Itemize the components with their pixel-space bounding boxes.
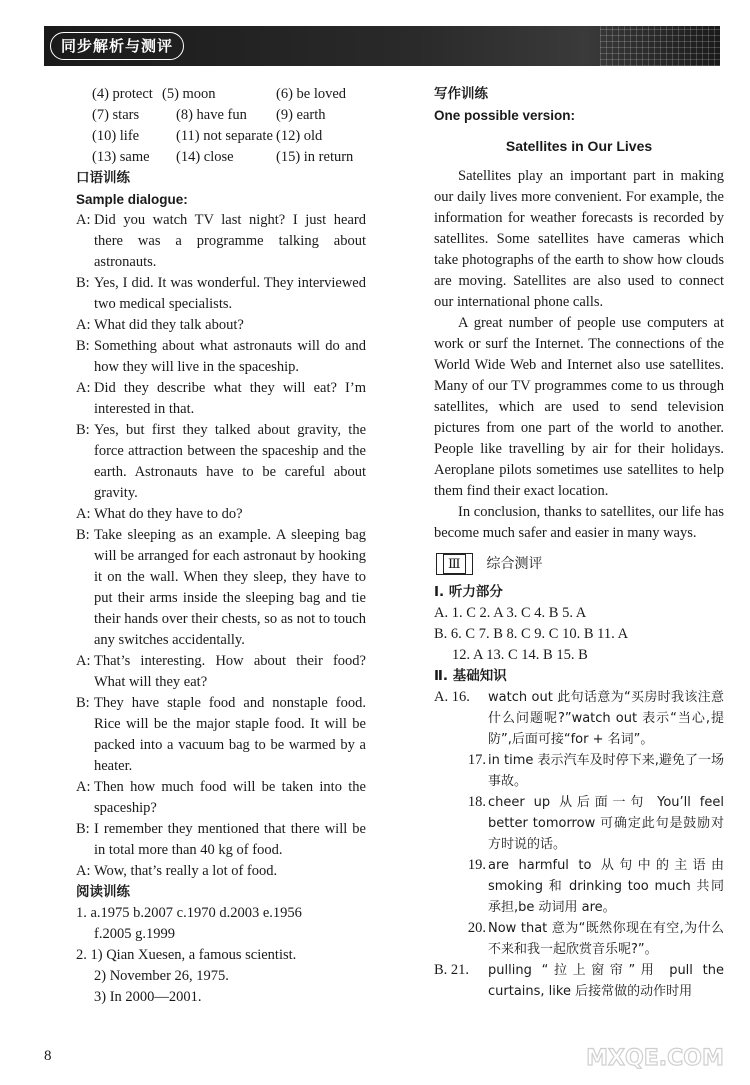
header-title: 同步解析与测评	[50, 32, 184, 60]
reading-answer: f.2005 g.1999	[94, 926, 175, 942]
listening-answers: B. 6. C 7. B 8. C 9. C 10. B 11. A	[434, 626, 629, 642]
essay-paragraph: In conclusion, thanks to satellites, our life has become much safer and easier in many ways.	[434, 504, 724, 541]
explanation-item: B. 21. pulling “拉上窗帘”用 pull the curtains, like 后接常做的动作时用	[434, 962, 724, 999]
reading-answer: 1. a.1975 b.2007 c.1970 d.2003 e.1956	[76, 905, 302, 921]
header-grid-decoration	[600, 26, 720, 66]
reading-answer: 2. 1) Qian Xuesen, a famous scientist.	[76, 947, 297, 963]
explanation-item: 19. are harmful to 从句中的主语由 smoking 和 drinking too much 共同承担,be 动词用 are。	[467, 857, 724, 915]
dialogue-line: B: Something about what astronauts will do and how they will live in the spaceship.	[76, 338, 366, 375]
listening-heading: Ⅰ. 听力部分	[434, 584, 503, 600]
reading-answer: 3) In 2000—2001.	[94, 989, 202, 1005]
essay-paragraph: A great number of people use computers at work or surf the Internet. The connections of the World Wide Web and Internet also use satellites. Many of our TV programmes come to us through satellites, which are used to send television pictures from one part of the world to another. People like travelling by air for their holidays. Aeroplane pilots sometimes use satellites to help them find their exact location.	[434, 315, 724, 499]
explanation-item: A. 16. watch out 此句话意为“买房时我该注意什么问题呢?”watch out 表示“当心,提防”,后面可接“for + 名词”。	[434, 689, 724, 747]
writing-heading: 写作训练	[434, 86, 488, 102]
left-column	[76, 84, 366, 1008]
dialogue-line: A: Then how much food will be taken into the spaceship?	[76, 779, 366, 816]
dialogue-line: A: Did you watch TV last night? I just heard there was a programme talking about astronauts.	[76, 212, 366, 270]
basics-heading: Ⅱ. 基础知识	[434, 668, 507, 684]
vocab-row: (13) same (14) close (15) in return	[92, 149, 354, 165]
section-title: 综合测评	[486, 555, 543, 572]
section-header	[434, 553, 724, 575]
dialogue-line: B: Yes, but first they talked about gravity, the force attraction between the spaceship and the earth. Astronauts have to be careful about gravity.	[76, 422, 366, 501]
dialogue-line: A: What do they have to do?	[76, 506, 243, 522]
watermark-text: MXQE.COM	[586, 1046, 724, 1071]
dialogue-line: B: Take sleeping as an example. A sleeping bag will be arranged for each astronaut by hooking it on the wall. When they sleep, they have to put their arms inside the sleeping bag and tie their hands over their chests, so as not to touch any switches accidentally.	[76, 527, 366, 648]
listening-answers: 12. A 13. C 14. B 15. B	[452, 647, 588, 663]
explanation-item: 18. cheer up 从后面一句 You’ll feel better tomorrow 可确定此句是鼓励对方时说的话。	[467, 794, 724, 852]
reading-heading: 阅读训练	[76, 884, 130, 900]
version-label: One possible version:	[434, 108, 576, 123]
sample-dialogue-label: Sample dialogue:	[76, 192, 188, 207]
dialogue-line: B: Yes, I did. It was wonderful. They interviewed two medical specialists.	[76, 275, 366, 312]
oral-heading: 口语训练	[76, 170, 130, 186]
dialogue-line: B: I remember they mentioned that there will be in total more than 40 kg of food.	[76, 821, 366, 858]
section-number-box: Ⅲ	[436, 553, 473, 575]
reading-answer: 2) November 26, 1975.	[94, 968, 229, 984]
vocab-row: (4) protect (5) moon (6) be loved	[92, 86, 347, 102]
dialogue-line: A: Wow, that’s really a lot of food.	[76, 863, 278, 879]
dialogue-line: B: They have staple food and nonstaple food. Rice will be the major staple food. It will be packed into a vacuum bag to be warmed by a heater.	[76, 695, 366, 774]
vocab-row: (10) life (11) not separate (12) old	[92, 128, 323, 144]
dialogue-line: A: What did they talk about?	[76, 317, 244, 333]
explanation-item: 17. in time 表示汽车及时停下来,避免了一场事故。	[467, 752, 724, 789]
page-number: 8	[44, 1048, 52, 1064]
right-column	[434, 84, 724, 1002]
essay	[434, 166, 724, 544]
explanation-item: 20. Now that 意为“既然你现在有空,为什么不来和我一起欣赏音乐呢?”。	[467, 920, 724, 957]
essay-title: Satellites in Our Lives	[505, 138, 653, 154]
essay-paragraph: Satellites play an important part in making our daily lives more convenient. For example, the information for weather forecasts is recorded by satellites. Some satellites have cameras which take photographs of the earth to show how clouds are moving. Satellites are also used to connect our international phone calls.	[434, 168, 724, 310]
dialogue-line: A: Did they describe what they will eat? I’m interested in that.	[76, 380, 366, 417]
vocab-row: (7) stars (8) have fun (9) earth	[92, 107, 326, 123]
header-bar	[44, 26, 720, 66]
watermark-logo	[580, 1027, 730, 1077]
dialogue-line: A: That’s interesting. How about their food? What will they eat?	[76, 653, 366, 690]
listening-answers: A. 1. C 2. A 3. C 4. B 5. A	[434, 605, 587, 621]
